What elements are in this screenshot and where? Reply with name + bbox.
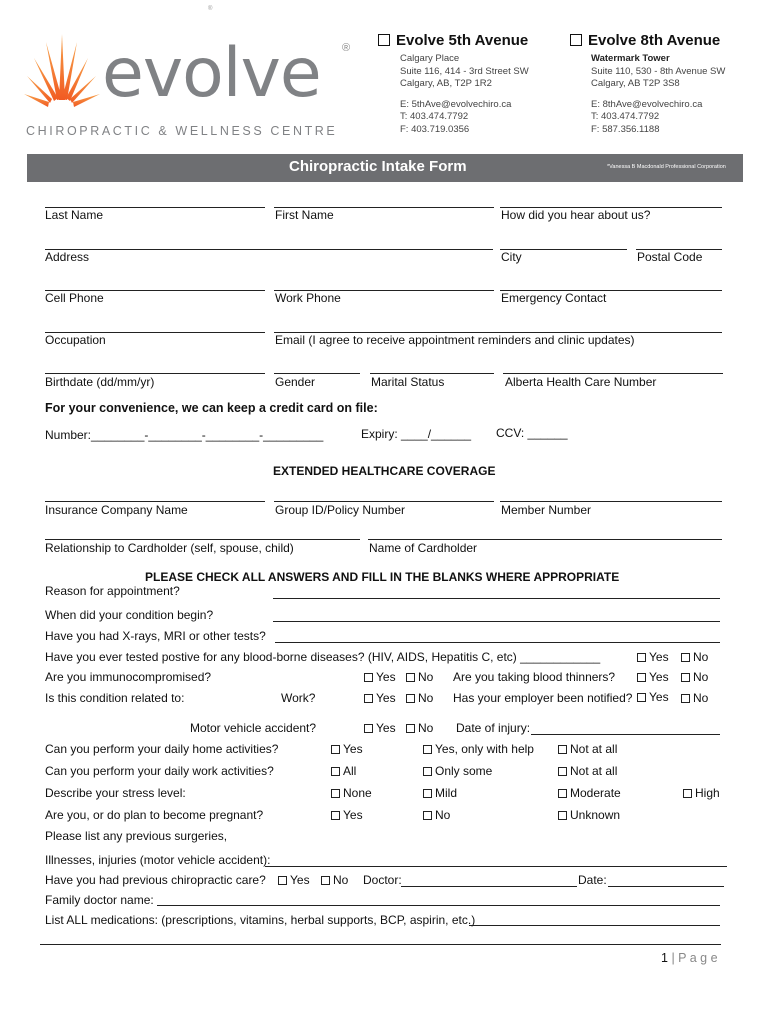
surgeries-label: Please list any previous surgeries, [45,829,228,843]
location-8th-fax: F: 587.356.1188 [591,123,660,135]
location-5th [378,32,568,136]
checkbox-icon [406,673,415,682]
checkbox-icon [331,745,340,754]
checkbox-icon [331,767,340,776]
card-number-field[interactable]: Number:________-________-________-_________ [45,428,324,442]
location-8th-email: E: 8thAve@evolvechiro.ca [591,98,703,110]
form-title: Chiropractic Intake Form [289,158,467,175]
form-title-banner [27,154,743,182]
pregnant-label: Are you, or do plan to become pregnant? [45,808,264,822]
illnesses-label: Illnesses, injuries (motor vehicle accident): [45,853,271,867]
card-expiry-field[interactable]: Expiry: ____/______ [361,427,472,441]
insurance-company-label: Insurance Company Name [45,503,188,517]
page-footer [661,951,718,965]
pregnant-unknown[interactable]: Unknown [558,808,620,822]
ahc-number-label: Alberta Health Care Number [505,375,657,389]
checkbox-icon [683,789,692,798]
family-doctor-label: Family doctor name: [45,893,154,907]
stress-label: Describe your stress level: [45,786,186,800]
location-8th-name: Evolve 8th Avenue [588,32,721,49]
checkbox-icon [637,653,646,662]
first-name-label: First Name [275,208,334,222]
xrays-label: Have you had X-rays, MRI or other tests? [45,629,266,643]
work-not-at-all[interactable]: Not at all [558,764,617,778]
logo [22,30,362,145]
city-label: City [501,250,522,264]
location-5th-checkbox[interactable] [378,34,390,46]
corporation-note: *Vanessa B Macdonald Professional Corporation [607,164,726,170]
employer-notified-label: Has your employer been notified? [453,691,633,705]
checkbox-icon [637,673,646,682]
checkbox-icon [406,724,415,733]
email-label: Email (I agree to receive appointment reminders and clinic updates) [275,333,635,347]
group-policy-label: Group ID/Policy Number [275,503,406,517]
checkbox-icon [423,811,432,820]
checkbox-icon [423,767,432,776]
work-no[interactable]: No [406,691,433,705]
postal-code-label: Postal Code [637,250,703,264]
immuno-no[interactable]: No [406,670,433,684]
checkbox-icon [364,694,373,703]
credit-card-heading: For your convenience, we can keep a credit card on file: [45,401,378,415]
stress-mild[interactable]: Mild [423,786,457,800]
logo-registered: ® [342,42,351,54]
checkbox-icon [558,745,567,754]
member-number-label: Member Number [501,503,592,517]
marital-status-label: Marital Status [371,375,445,389]
checkbox-icon [406,694,415,703]
motor-no[interactable]: No [406,721,433,735]
location-5th-email: E: 5thAve@evolvechiro.ca [400,98,512,110]
prev-chiro-yes[interactable]: Yes [278,873,310,887]
page-label: P a g e [678,951,718,965]
location-5th-building: Calgary Place [400,53,460,64]
checkbox-icon [423,789,432,798]
checkbox-icon [681,653,690,662]
location-5th-fax: F: 403.719.0356 [400,123,470,135]
blood-thinners-label: Are you taking blood thinners? [453,670,616,684]
cardholder-name-label: Name of Cardholder [369,541,478,555]
gender-label: Gender [275,375,316,389]
checkbox-icon [331,811,340,820]
address-label: Address [45,250,90,264]
condition-begin-label: When did your condition begin? [45,608,214,622]
coverage-heading: EXTENDED HEALTHCARE COVERAGE [273,464,496,478]
immuno-yes[interactable]: Yes [364,670,396,684]
location-8th-checkbox[interactable] [570,34,582,46]
checkbox-icon [321,876,330,885]
questions-heading: PLEASE CHECK ALL ANSWERS AND FILL IN THE BLANKS WHERE APPROPRIATE [145,570,620,584]
immuno-label: Are you immunocompromised? [45,670,212,684]
blood-thinners-yes[interactable]: Yes [637,670,669,684]
reason-label: Reason for appointment? [45,584,180,598]
medications-label: List ALL medications: (prescriptions, vitamins, herbal supports, BCP, aspirin, etc.) [45,913,476,927]
checkbox-icon [637,693,646,702]
relationship-label: Relationship to Cardholder (self, spouse, child) [45,541,294,555]
checkbox-icon [558,789,567,798]
home-activities-label: Can you perform your daily home activities? [45,742,279,756]
work-activities-label: Can you perform your daily work activities? [45,764,274,778]
employer-yes[interactable]: Yes [637,690,669,704]
checkbox-icon [278,876,287,885]
logo-sunburst-icon [22,30,102,120]
motor-yes[interactable]: Yes [364,721,396,735]
bloodborne-label: Have you ever tested postive for any blood-borne diseases? (HIV, AIDS, Hepatitis C, etc) ____________ [45,650,601,664]
page-separator: | [671,951,675,965]
work-phone-label: Work Phone [275,291,341,305]
stress-moderate[interactable]: Moderate [558,786,621,800]
doctor-label: Doctor: [363,873,402,887]
checkbox-icon [681,673,690,682]
page-number: 1 [661,951,668,965]
home-yes-help[interactable]: Yes, only with help [423,742,534,756]
employer-no[interactable]: No [681,691,708,705]
checkbox-icon [364,673,373,682]
motor-accident-label: Motor vehicle accident? [190,721,317,735]
location-8th-address1: Suite 110, 530 - 8th Avenue SW [591,65,726,77]
checkbox-icon [681,694,690,703]
checkbox-icon [364,724,373,733]
location-5th-address1: Suite 116, 414 - 3rd Street SW [400,65,529,77]
last-name-label: Last Name [45,208,104,222]
prev-chiro-no[interactable]: No [321,873,348,887]
pregnant-no[interactable]: No [423,808,450,822]
pregnant-yes[interactable]: Yes [331,808,363,822]
location-8th [570,32,760,136]
location-8th-address2: Calgary, AB T2P 3S8 [591,78,680,89]
top-mark: ® [208,6,213,12]
home-yes[interactable]: Yes [331,742,363,756]
birthdate-label: Birthdate (dd/mm/yr) [45,375,155,389]
injury-date-label: Date of injury: [456,721,531,735]
prev-chiro-label: Have you had previous chiropractic care? [45,873,266,887]
emergency-contact-label: Emergency Contact [501,291,607,305]
card-ccv-field[interactable]: CCV: ______ [496,426,568,440]
logo-wordmark: evolve [102,34,321,113]
bloodborne-no[interactable]: No [681,650,708,664]
stress-high[interactable]: High [683,786,720,800]
date-label: Date: [578,873,607,887]
home-not-at-all[interactable]: Not at all [558,742,617,756]
occupation-label: Occupation [45,333,106,347]
checkbox-icon [331,789,340,798]
checkbox-icon [558,811,567,820]
work-all[interactable]: All [331,764,356,778]
location-5th-phone: T: 403.474.7792 [400,111,469,122]
location-8th-phone: T: 403.474.7792 [591,111,660,122]
location-5th-address2: Calgary, AB, T2P 1R2 [400,78,492,89]
work-related-label: Work? [281,691,316,705]
logo-tagline: CHIROPRACTIC & WELLNESS CENTRE [26,124,338,138]
condition-related-label: Is this condition related to: [45,691,185,705]
stress-none[interactable]: None [331,786,372,800]
hear-about-label: How did you hear about us? [501,208,651,222]
checkbox-icon [558,767,567,776]
blood-thinners-no[interactable]: No [681,670,708,684]
location-5th-name: Evolve 5th Avenue [396,32,529,49]
cell-phone-label: Cell Phone [45,291,104,305]
work-only-some[interactable]: Only some [423,764,492,778]
location-8th-building: Watermark Tower [591,53,670,64]
checkbox-icon [423,745,432,754]
work-yes[interactable]: Yes [364,691,396,705]
bloodborne-yes[interactable]: Yes [637,650,669,664]
